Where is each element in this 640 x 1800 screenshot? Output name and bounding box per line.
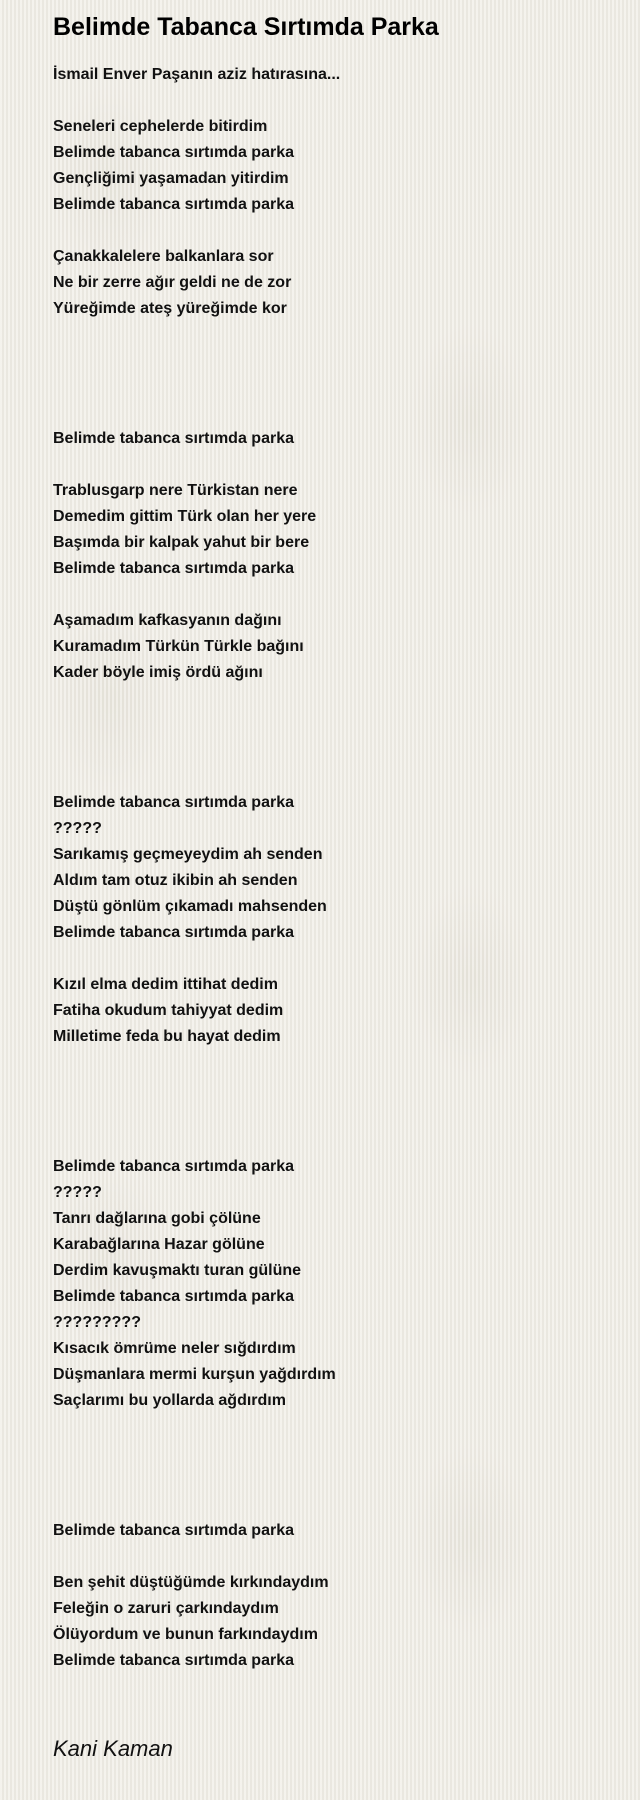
poem-line: Kuramadım Türkün Türkle bağını (53, 638, 304, 655)
poem-line: Aşamadım kafkasyanın dağını (53, 612, 282, 629)
poem-line: ????? (53, 1184, 102, 1201)
stanza-break (53, 218, 620, 244)
poem-title: Belimde Tabanca Sırtımda Parka (53, 13, 439, 41)
poem-line: Belimde tabanca sırtımda parka (53, 196, 294, 213)
poem-line: Belimde tabanca sırtımda parka (53, 794, 294, 811)
poem-line: Ben şehit düştüğümde kırkındaydım (53, 1574, 329, 1591)
stanza-break (53, 1440, 620, 1466)
poem-line: Belimde tabanca sırtımda parka (53, 1288, 294, 1305)
poem-line: Derdim kavuşmaktı turan gülüne (53, 1262, 302, 1279)
poem-line: Milletime feda bu hayat dedim (53, 1028, 281, 1045)
stanza-break (53, 1466, 620, 1492)
poem-line: Belimde tabanca sırtımda parka (53, 1652, 294, 1669)
poem-line: Belimde tabanca sırtımda parka (53, 1158, 294, 1175)
poem-line: Seneleri cephelerde bitirdim (53, 118, 268, 135)
poem-line: Belimde tabanca sırtımda parka (53, 560, 294, 577)
poem-line: Kader böyle imiş ördü ağını (53, 664, 263, 681)
poem-line: Fatiha okudum tahiyyat dedim (53, 1002, 284, 1019)
stanza-break (53, 1076, 620, 1102)
poem-line: Belimde tabanca sırtımda parka (53, 1522, 294, 1539)
poem-line: Belimde tabanca sırtımda parka (53, 144, 294, 161)
poem-line: Sarıkamış geçmeyeydim ah senden (53, 846, 323, 863)
stanza-break (53, 582, 620, 608)
poem-line: Demedim gittim Türk olan her yere (53, 508, 317, 525)
poem-line: Feleğin o zaruri çarkındaydım (53, 1600, 279, 1617)
stanza-break (53, 712, 620, 738)
poem-line: Belimde tabanca sırtımda parka (53, 924, 294, 941)
stanza-break (53, 686, 620, 712)
poem-line: Ne bir zerre ağır geldi ne de zor (53, 274, 292, 291)
poem-line: Ölüyordum ve bunun farkındaydım (53, 1626, 318, 1643)
stanza-break (53, 1128, 620, 1154)
stanza-break (53, 764, 620, 790)
poem-line: Karabağlarına Hazar gölüne (53, 1236, 265, 1253)
poem-dedication: İsmail Enver Paşanın aziz hatırasına... (53, 66, 341, 83)
poem-line: Belimde tabanca sırtımda parka (53, 430, 294, 447)
poem-line: ????????? (53, 1314, 141, 1331)
stanza-break (53, 322, 620, 348)
stanza-break (53, 400, 620, 426)
poem-line: Düştü gönlüm çıkamadı mahsenden (53, 898, 327, 915)
stanza-break (53, 1102, 620, 1128)
poem-line: Kısacık ömrüme neler sığdırdım (53, 1340, 296, 1357)
poem-line: Trablusgarp nere Türkistan nere (53, 482, 298, 499)
stanza-break (53, 946, 620, 972)
stanza-break (53, 1050, 620, 1076)
stanza-break (53, 1492, 620, 1518)
stanza-break (53, 452, 620, 478)
poem-line: Kızıl elma dedim ittihat dedim (53, 976, 278, 993)
poem-author[interactable]: Kani Kaman (53, 1736, 173, 1761)
stanza-break (53, 1544, 620, 1570)
poem-line: Tanrı dağlarına gobi çölüne (53, 1210, 261, 1227)
poem-line: Saçlarımı bu yollarda ağdırdım (53, 1392, 286, 1409)
poem-line: Aldım tam otuz ikibin ah senden (53, 872, 298, 889)
stanza-break (53, 738, 620, 764)
poem-line: Başımda bir kalpak yahut bir bere (53, 534, 310, 551)
stanza-break (53, 348, 620, 374)
poem-line: Yüreğimde ateş yüreğimde kor (53, 300, 287, 317)
poem-line: Çanakkalelere balkanlara sor (53, 248, 274, 265)
poem-line: Düşmanlara mermi kurşun yağdırdım (53, 1366, 336, 1383)
poem-body (53, 114, 620, 1674)
poem-line: ????? (53, 820, 102, 837)
stanza-break (53, 374, 620, 400)
stanza-break (53, 1414, 620, 1440)
poem-line: Gençliğimi yaşamadan yitirdim (53, 170, 289, 187)
